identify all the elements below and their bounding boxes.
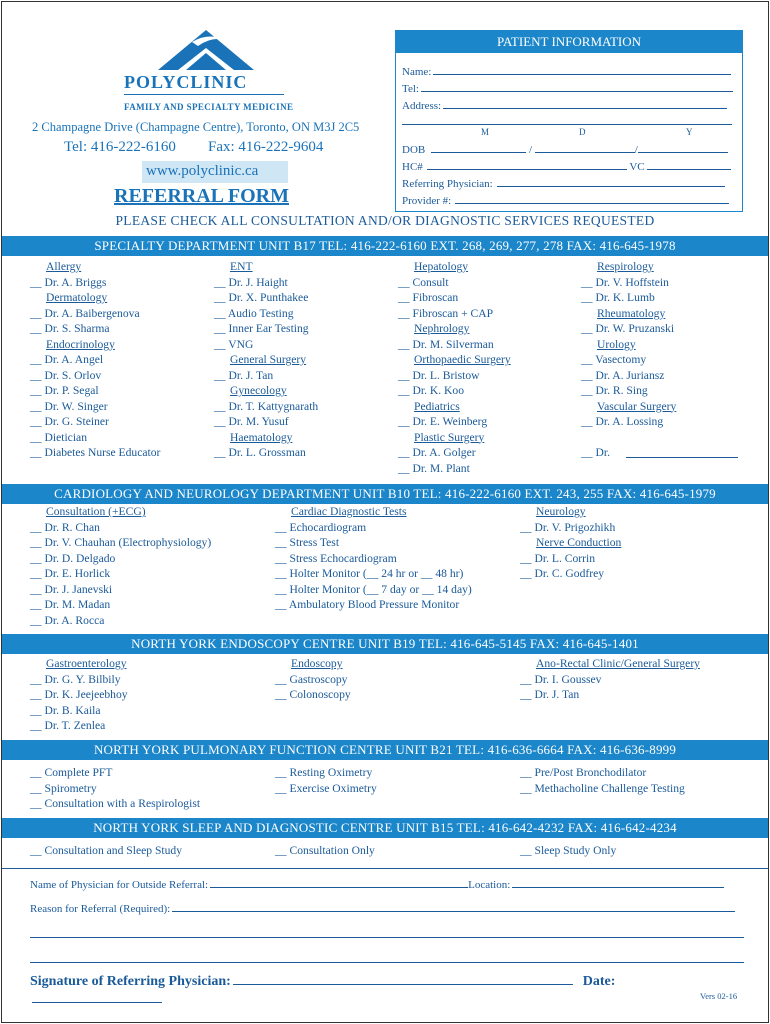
checkbox-item[interactable] <box>30 520 211 536</box>
item-label: Dr. P. Segal <box>44 384 99 397</box>
item-label: Exercise Oximetry <box>289 781 377 795</box>
category-heading: Cardiac Diagnostic Tests <box>291 505 407 518</box>
item-label: Echocardiogram <box>289 520 367 534</box>
checkbox-item[interactable] <box>581 275 676 291</box>
category-heading: Endoscopy <box>291 657 343 670</box>
checkbox-item[interactable] <box>30 843 182 859</box>
pulmonary-column-1 <box>30 765 200 812</box>
check-blank[interactable]: __ <box>30 353 45 366</box>
checkbox-item[interactable] <box>214 445 318 461</box>
check-blank[interactable]: __ <box>581 353 596 366</box>
check-blank[interactable]: __ <box>275 688 290 701</box>
check-blank[interactable]: __ <box>581 384 596 397</box>
check-blank[interactable]: __ <box>30 688 45 701</box>
item-label: Fibroscan + CAP <box>412 306 494 320</box>
item-label: Dr. K. Koo <box>412 384 465 397</box>
item-label: Dr. M. Yusuf <box>228 415 289 428</box>
item-label: Dr. V. Chauhan (Electrophysiology) <box>44 536 212 549</box>
check-blank[interactable]: __ <box>214 415 229 428</box>
checkbox-item[interactable] <box>30 613 211 629</box>
check-blank[interactable]: __ <box>275 766 290 779</box>
cardio-neuro-header: CARDIOLOGY AND NEUROLOGY DEPARTMENT UNIT B10 TEL: 416-222-6160 EXT. 243, 255 FAX: 416-645-1979 <box>2 484 768 504</box>
checkbox-item[interactable] <box>30 275 160 291</box>
item-label: Dr. <box>595 446 610 459</box>
check-blank[interactable]: __ <box>520 766 535 779</box>
check-blank[interactable]: __ <box>581 322 596 335</box>
checkbox-item[interactable] <box>30 352 160 368</box>
item-label: Consultation Only <box>289 844 375 857</box>
item-label: Dr. B. Kaila <box>44 703 101 717</box>
checkbox-item[interactable] <box>30 306 160 322</box>
specialty-column-1 <box>30 259 160 461</box>
checkbox-item[interactable] <box>214 414 318 430</box>
check-blank[interactable]: __ <box>30 844 45 857</box>
reason-for-referral-field[interactable]: Reason for Referral (Required): <box>30 901 746 915</box>
patient-info-title: PATIENT INFORMATION <box>396 31 742 53</box>
category-heading: Consultation (+ECG) <box>46 505 146 518</box>
checkbox-item[interactable] <box>30 796 200 812</box>
checkbox-item[interactable] <box>581 352 676 368</box>
check-blank[interactable]: __ <box>30 306 45 320</box>
check-blank[interactable]: __ <box>520 520 535 534</box>
checkbox-item[interactable] <box>520 687 700 703</box>
check-blank[interactable]: __ <box>214 337 229 351</box>
check-blank[interactable]: __ <box>398 446 413 459</box>
checkbox-item[interactable] <box>30 368 160 384</box>
checkbox-item[interactable] <box>520 843 616 859</box>
checkbox-item[interactable] <box>30 445 160 461</box>
category-heading: Allergy <box>46 260 82 273</box>
check-blank[interactable]: __ <box>30 551 45 565</box>
check-blank[interactable]: __ <box>275 536 290 549</box>
category-heading: Orthopaedic Surgery <box>414 353 511 366</box>
check-blank[interactable]: __ <box>30 384 45 397</box>
check-blank[interactable]: __ <box>275 844 290 857</box>
category-heading: Rheumatology <box>597 306 666 320</box>
check-blank[interactable]: __ <box>398 306 413 320</box>
item-label: Dr. E. Horlick <box>44 567 111 580</box>
checkbox-item[interactable] <box>398 306 511 322</box>
checkbox-item[interactable] <box>275 551 472 567</box>
checkbox-item[interactable] <box>30 582 211 598</box>
item-label: Dr. A. Rocca <box>44 613 105 627</box>
check-blank[interactable]: __ <box>275 672 290 686</box>
item-label: Pre/Post Bronchodilator <box>534 766 647 779</box>
checkbox-item[interactable] <box>30 321 160 337</box>
checkbox-item[interactable] <box>520 551 621 567</box>
spacer <box>581 430 676 446</box>
item-label: Dr. K. Lumb <box>595 291 655 304</box>
check-blank[interactable]: __ <box>30 567 45 580</box>
item-label: Ambulatory Blood Pressure Monitor <box>288 598 460 611</box>
checkbox-item[interactable] <box>398 290 511 306</box>
item-label: Dr. I. Goussev <box>534 672 602 686</box>
checkbox-item[interactable] <box>30 597 211 613</box>
clinic-tagline: FAMILY AND SPECIALTY MEDICINE <box>124 102 294 112</box>
check-blank[interactable]: __ <box>275 781 290 795</box>
category-heading: Gastroenterology <box>46 657 127 670</box>
item-label: Dr. X. Punthakee <box>228 291 309 304</box>
check-blank[interactable]: __ <box>30 781 45 795</box>
item-label: Fibroscan <box>412 291 459 304</box>
category-heading: Haematology <box>230 430 293 444</box>
item-label: Complete PFT <box>44 766 113 779</box>
item-label: Dr. C. Godfrey <box>534 567 605 580</box>
checkbox-item[interactable] <box>398 414 511 430</box>
check-blank[interactable]: __ <box>581 291 596 304</box>
checkbox-item[interactable] <box>398 368 511 384</box>
check-blank[interactable]: __ <box>275 520 290 534</box>
check-blank[interactable]: __ <box>214 306 228 320</box>
item-label: Dr. A. Lossing <box>595 415 664 428</box>
item-label: Dr. T. Kattygnarath <box>228 399 319 413</box>
checkbox-item[interactable] <box>275 765 377 781</box>
check-blank[interactable]: __ <box>520 781 535 795</box>
checkbox-item[interactable] <box>30 566 211 582</box>
checkbox-item[interactable] <box>520 765 685 781</box>
item-label: Holter Monitor (__ 24 hr or __ 48 hr) <box>289 567 464 580</box>
item-label: Dr. E. Weinberg <box>412 415 488 428</box>
checkbox-item[interactable] <box>214 306 318 322</box>
checkbox-item[interactable] <box>30 399 160 415</box>
clinic-address: 2 Champagne Drive (Champagne Centre), Toronto, ON M3J 2C5 <box>32 120 360 134</box>
check-blank[interactable]: __ <box>520 551 535 565</box>
category-heading: Urology <box>597 337 636 351</box>
checkbox-item[interactable] <box>30 383 160 399</box>
sleep-column-1 <box>30 843 182 859</box>
provider-number-field[interactable]: Provider #: <box>402 193 734 207</box>
checkbox-item[interactable] <box>398 383 511 399</box>
item-label: Dr. S. Orlov <box>44 368 102 382</box>
check-blank[interactable]: __ <box>520 844 535 857</box>
item-label: Consultation and Sleep Study <box>44 844 183 857</box>
check-blank[interactable]: __ <box>214 322 229 335</box>
check-blank[interactable]: __ <box>30 368 45 382</box>
check-blank[interactable]: __ <box>581 275 596 289</box>
item-label: Dr. M. Madan <box>44 598 111 611</box>
check-blank[interactable]: __ <box>520 672 535 686</box>
check-blank[interactable]: __ <box>398 368 413 382</box>
patient-dob-field[interactable]: DOB / / <box>402 142 734 156</box>
category-heading: Nerve Conduction <box>536 536 622 549</box>
item-label: Dr. J. Tan <box>534 688 580 701</box>
pulmonary-column-2 <box>275 765 377 796</box>
item-label: Dr. M. Plant <box>412 461 470 475</box>
checkbox-item[interactable] <box>30 535 211 551</box>
category-heading: Endocrinology <box>46 337 115 351</box>
check-blank[interactable]: __ <box>30 415 45 428</box>
checkbox-item[interactable] <box>214 275 318 291</box>
check-blank[interactable]: __ <box>520 688 535 701</box>
checkbox-item[interactable] <box>30 765 200 781</box>
checkbox-item[interactable] <box>30 718 128 734</box>
checkbox-item[interactable] <box>581 445 676 461</box>
category-heading: ENT <box>230 260 253 273</box>
check-blank[interactable]: __ <box>581 415 596 428</box>
check-blank[interactable]: __ <box>398 337 413 351</box>
check-blank[interactable]: __ <box>30 703 45 717</box>
item-label: Dr. L. Grossman <box>228 446 306 459</box>
check-blank[interactable]: __ <box>214 446 229 459</box>
check-blank[interactable]: __ <box>275 567 290 580</box>
endoscopy-column-1 <box>30 656 128 734</box>
outside-referral-field[interactable]: Name of Physician for Outside Referral: Location: <box>30 877 746 891</box>
checkbox-item[interactable] <box>30 672 128 688</box>
pulmonary-header: NORTH YORK PULMONARY FUNCTION CENTRE UNIT B21 TEL: 416-636-6664 FAX: 416-636-8999 <box>2 740 768 760</box>
category-heading: General Surgery <box>230 353 307 366</box>
checkbox-item[interactable] <box>398 275 511 291</box>
checkbox-item[interactable] <box>581 383 676 399</box>
item-label: Dr. K. Jeejeebhoy <box>44 688 128 701</box>
category-heading: Gynecology <box>230 384 287 397</box>
item-label: Gastroscopy <box>289 672 348 686</box>
item-label: Consult <box>412 275 449 289</box>
checkbox-item[interactable] <box>520 520 621 536</box>
check-blank[interactable]: __ <box>214 399 229 413</box>
item-label: Dr. J. Janevski <box>44 582 113 596</box>
instruction-text: PLEASE CHECK ALL CONSULTATION AND/OR DIAGNOSTIC SERVICES REQUESTED <box>115 213 655 228</box>
item-label: Resting Oximetry <box>289 766 373 779</box>
referring-physician-field[interactable]: Referring Physician: <box>402 176 734 190</box>
check-blank[interactable]: __ <box>275 598 289 611</box>
category-heading: Vascular Surgery <box>597 399 677 413</box>
checkbox-item[interactable] <box>520 566 621 582</box>
endoscopy-column-3 <box>520 656 700 703</box>
checkbox-item[interactable] <box>30 430 160 446</box>
check-blank[interactable]: __ <box>520 567 535 580</box>
check-blank[interactable]: __ <box>398 291 413 304</box>
item-label: Stress Test <box>289 536 340 549</box>
signature-field[interactable]: Signature of Referring Physician: Date: <box>30 972 746 1008</box>
item-label: Holter Monitor (__ 7 day or __ 14 day) <box>289 582 472 596</box>
item-label: Dr. V. Hoffstein <box>595 275 669 289</box>
category-heading: Dermatology <box>46 291 108 304</box>
item-label: Dr. D. Delgado <box>44 551 116 565</box>
category-heading: Respirology <box>597 260 654 273</box>
endoscopy-column-2 <box>275 656 351 703</box>
item-label: Dr. A. Baibergenova <box>44 306 140 320</box>
sleep-centre-header: NORTH YORK SLEEP AND DIAGNOSTIC CENTRE UNIT B15 TEL: 416-642-4232 FAX: 416-642-4234 <box>2 818 768 838</box>
check-blank[interactable]: __ <box>214 275 229 289</box>
item-label: Dr. V. Prigozhikh <box>534 520 616 534</box>
item-label: VNG <box>228 337 254 351</box>
item-label: Dr. A. Juriansz <box>595 368 665 382</box>
pulmonary-column-3 <box>520 765 685 796</box>
check-blank[interactable]: __ <box>30 399 45 413</box>
checkbox-item[interactable] <box>581 321 676 337</box>
checkbox-item[interactable] <box>30 687 128 703</box>
check-blank[interactable]: __ <box>30 766 45 779</box>
checkbox-item[interactable] <box>30 551 211 567</box>
item-label: Methacholine Challenge Testing <box>534 781 685 795</box>
category-heading: Pediatrics <box>414 399 460 413</box>
check-blank[interactable]: __ <box>275 582 290 596</box>
patient-address-field[interactable]: Address: <box>402 98 734 112</box>
checkbox-item[interactable] <box>398 445 511 461</box>
checkbox-item[interactable] <box>275 520 472 536</box>
item-label: Dr. W. Pruzanski <box>595 322 675 335</box>
check-blank[interactable]: __ <box>30 520 45 534</box>
check-blank[interactable]: __ <box>30 613 45 627</box>
specialty-column-4 <box>581 259 676 461</box>
item-label: Consultation with a Respirologist <box>44 797 201 810</box>
check-blank[interactable]: __ <box>275 551 290 565</box>
item-label: Dr. R. Chan <box>44 520 100 534</box>
item-label: Dr. J. Tan <box>228 368 274 382</box>
item-label: Dr. J. Haight <box>228 275 288 289</box>
patient-info-box: PATIENT INFORMATION Name: Tel: Address: M D Y DOB / / HC# VC Referring Physician: Provider #: <box>395 30 743 212</box>
checkbox-item[interactable] <box>30 414 160 430</box>
checkbox-item[interactable] <box>275 535 472 551</box>
checkbox-item[interactable] <box>275 781 377 797</box>
check-blank[interactable]: __ <box>30 672 45 686</box>
check-blank[interactable]: __ <box>30 598 45 611</box>
category-heading: Neurology <box>536 505 586 518</box>
checkbox-item[interactable] <box>214 368 318 384</box>
item-label: Dietician <box>44 430 87 444</box>
specialty-column-3 <box>398 259 511 476</box>
check-blank[interactable]: __ <box>30 536 45 549</box>
item-label: Dr. S. Sharma <box>44 322 110 335</box>
check-blank[interactable]: __ <box>30 446 45 459</box>
check-blank[interactable]: __ <box>30 275 45 289</box>
checkbox-item[interactable] <box>275 687 351 703</box>
item-label: Vasectomy <box>595 353 647 366</box>
version-label: Vers 02-16 <box>700 991 738 1001</box>
specialty-dept-header: SPECIALTY DEPARTMENT UNIT B17 TEL: 416-222-6160 EXT. 268, 269, 277, 278 FAX: 416-645-1978 <box>2 236 768 256</box>
item-label: Dr. T. Zenlea <box>44 719 106 732</box>
checkbox-item[interactable] <box>581 414 676 430</box>
check-blank[interactable]: __ <box>398 275 413 289</box>
sleep-column-3 <box>520 843 616 859</box>
patient-hc-field[interactable]: HC# VC <box>402 159 734 173</box>
category-heading: Hepatology <box>414 260 469 273</box>
item-label: Diabetes Nurse Educator <box>44 446 161 459</box>
checkbox-item[interactable] <box>275 597 472 613</box>
category-heading: Nephrology <box>414 322 470 335</box>
clinic-website[interactable]: www.polyclinic.ca <box>146 163 259 179</box>
checkbox-item[interactable] <box>275 843 375 859</box>
clinic-fax: Fax: 416-222-9604 <box>208 139 324 155</box>
item-label: Dr. A. Briggs <box>44 275 107 289</box>
referral-form-page <box>1 1 769 1023</box>
cardio-column-3 <box>520 504 621 582</box>
item-label: Dr. L. Corrin <box>534 551 596 565</box>
item-label: Dr. W. Singer <box>44 399 108 413</box>
check-blank[interactable]: __ <box>30 719 45 732</box>
checkbox-item[interactable] <box>30 703 128 719</box>
checkbox-item[interactable] <box>520 781 685 797</box>
item-label: Dr. A. Golger <box>412 446 476 459</box>
check-blank[interactable]: __ <box>398 461 413 475</box>
form-title: REFERRAL FORM <box>114 185 289 207</box>
sleep-column-2 <box>275 843 375 859</box>
checkbox-item[interactable] <box>30 781 200 797</box>
check-blank[interactable]: __ <box>30 797 45 810</box>
item-label: Colonoscopy <box>289 688 351 701</box>
patient-tel-field[interactable]: Tel: <box>402 81 734 95</box>
checkbox-item[interactable] <box>581 368 676 384</box>
checkbox-item[interactable] <box>214 321 318 337</box>
checkbox-item[interactable] <box>398 337 511 353</box>
checkbox-item[interactable] <box>275 566 472 582</box>
patient-name-field[interactable]: Name: <box>402 64 734 78</box>
item-label: Dr. L. Bristow <box>412 368 480 382</box>
checkbox-item[interactable] <box>398 461 511 477</box>
item-label: Dr. A. Angel <box>44 353 104 366</box>
category-heading: Plastic Surgery <box>414 430 485 444</box>
checkbox-item[interactable] <box>275 582 472 598</box>
item-label: Dr. R. Sing <box>595 384 648 397</box>
item-label: Dr. G. Steiner <box>44 415 109 428</box>
cardio-column-2 <box>275 504 472 613</box>
check-blank[interactable]: __ <box>581 446 596 459</box>
checkbox-item[interactable] <box>520 672 700 688</box>
check-blank[interactable]: __ <box>214 368 229 382</box>
checkbox-item[interactable] <box>214 290 318 306</box>
specialty-column-2 <box>214 259 318 461</box>
item-label: Dr. G. Y. Bilbily <box>44 672 121 686</box>
checkbox-item[interactable] <box>275 672 351 688</box>
item-label: Stress Echocardiogram <box>289 551 397 565</box>
check-blank[interactable]: __ <box>398 384 413 397</box>
check-blank[interactable]: __ <box>581 368 596 382</box>
checkbox-item[interactable] <box>214 337 318 353</box>
check-blank[interactable]: __ <box>30 582 45 596</box>
category-heading: Ano-Rectal Clinic/General Surgery <box>536 657 700 670</box>
endoscopy-header: NORTH YORK ENDOSCOPY CENTRE UNIT B19 TEL: 416-645-5145 FAX: 416-645-1401 <box>2 634 768 654</box>
check-blank[interactable]: __ <box>30 430 45 444</box>
item-label: Inner Ear Testing <box>228 322 309 335</box>
polyclinic-logo-icon <box>156 28 256 72</box>
item-label: Dr. M. Silverman <box>412 337 494 351</box>
clinic-tel: Tel: 416-222-6160 <box>64 139 176 155</box>
item-label: Audio Testing <box>227 306 294 320</box>
check-blank[interactable]: __ <box>30 322 45 335</box>
checkbox-item[interactable] <box>214 399 318 415</box>
cardio-column-1 <box>30 504 211 628</box>
clinic-name: POLYCLINIC <box>124 72 248 92</box>
checkbox-item[interactable] <box>581 290 676 306</box>
item-label: Sleep Study Only <box>534 844 617 857</box>
check-blank[interactable]: __ <box>398 415 413 428</box>
item-label: Spirometry <box>44 781 97 795</box>
check-blank[interactable]: __ <box>214 291 229 304</box>
